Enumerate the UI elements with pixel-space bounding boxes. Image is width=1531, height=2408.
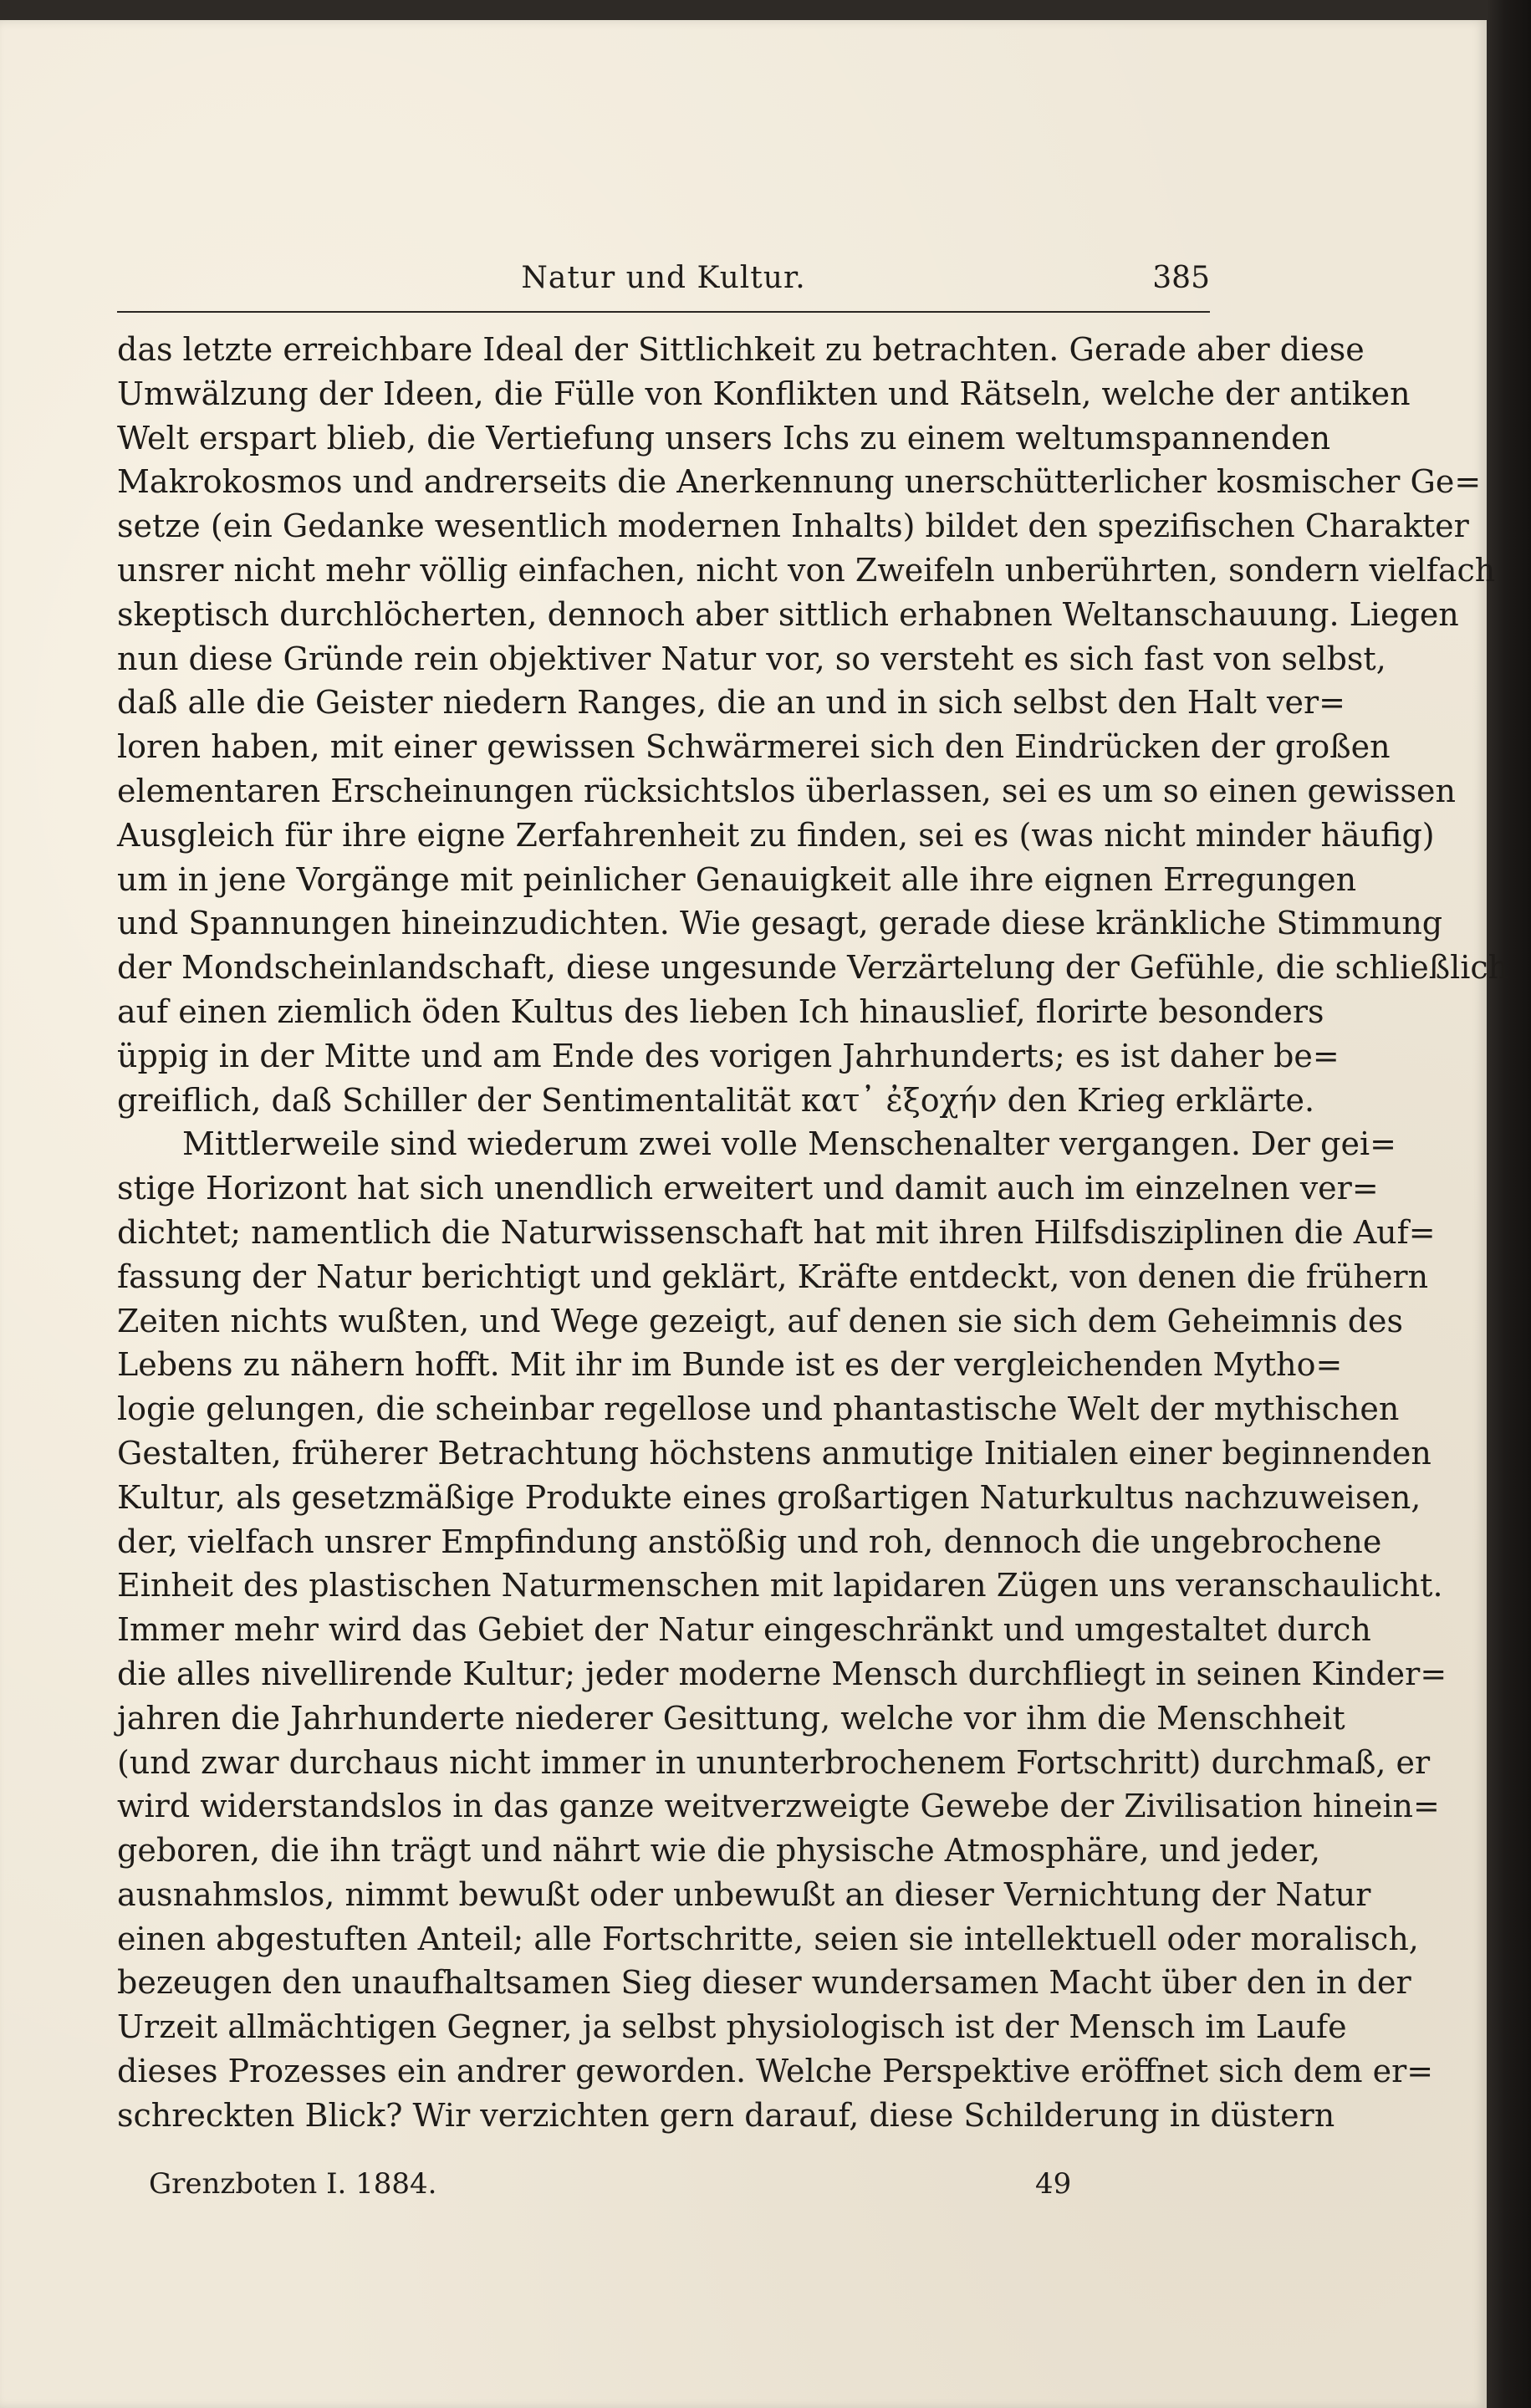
text-line: bezeugen den unaufhaltsamen Sieg dieser wundersamen Macht über den in der	[117, 1964, 1411, 2002]
running-title: Natur und Kultur.	[521, 261, 806, 295]
text-line: Gestalten, früherer Betrachtung höchstens anmutige Initialen einer beginnenden	[117, 1434, 1431, 1472]
text-line: daß alle die Geister niedern Ranges, die an und in sich selbst den Halt ver=	[117, 684, 1345, 722]
text-line: setze (ein Gedanke wesentlich modernen Inhalts) bildet den spezifischen Charakter	[117, 508, 1469, 545]
text-line: stige Horizont hat sich unendlich erweitert und damit auch im einzelnen ver=	[117, 1170, 1379, 1207]
text-line: und Spannungen hineinzudichten. Wie gesagt, gerade diese kränkliche Stimmung	[117, 905, 1443, 942]
page-number: 385	[1152, 261, 1210, 295]
text-line: Lebens zu nähern hofft. Mit ihr im Bunde ist es der vergleichenden Mytho=	[117, 1346, 1343, 1384]
text-line: Einheit des plastischen Naturmenschen mit lapidaren Zügen uns veranschaulicht.	[117, 1567, 1443, 1604]
body-text	[117, 328, 1509, 2138]
text-line: auf einen ziemlich öden Kultus des lieben Ich hinauslief, florirte besonders	[117, 992, 1324, 1030]
text-line: Immer mehr wird das Gebiet der Natur eingeschränkt und umgestaltet durch	[117, 1611, 1371, 1649]
text-line: Umwälzung der Ideen, die Fülle von Konflikten und Rätseln, welche der antiken	[117, 375, 1411, 412]
text-line: Urzeit allmächtigen Gegner, ja selbst physiologisch ist der Mensch im Laufe	[117, 2008, 1347, 2046]
paragraph-1	[117, 328, 1509, 1122]
text-line: der Mondscheinlandschaft, diese ungesunde Verzärtelung der Gefühle, die schließlich	[117, 949, 1509, 987]
text-line: das letzte erreichbare Ideal der Sittlichkeit zu betrachten. Gerade aber diese	[117, 331, 1365, 368]
text-line: greiflich, daß Schiller der Sentimentalität κατ᾽ ἐξοχήν den Krieg erklärte.	[117, 1081, 1315, 1119]
text-line: um in jene Vorgänge mit peinlicher Genauigkeit alle ihre eignen Erregungen	[117, 860, 1357, 898]
page-footer	[149, 2167, 1072, 2209]
text-line: wird widerstandslos in das ganze weitverzweigte Gewebe der Zivilisation hinein=	[117, 1788, 1440, 1825]
text-line: üppig in der Mitte und am Ende des vorigen Jahrhunderts; es ist daher be=	[117, 1037, 1340, 1074]
book-page	[0, 20, 1509, 2408]
text-line: dieses Prozesses ein andrer geworden. Welche Perspektive eröffnet sich dem er=	[117, 2053, 1434, 2090]
text-line: geboren, die ihn trägt und nährt wie die physische Atmosphäre, und jeder,	[117, 1832, 1321, 1870]
text-line: einen abgestuften Anteil; alle Fortschritte, seien sie intellektuell oder moralisch,	[117, 1920, 1419, 1957]
text-line: Makrokosmos und andrerseits die Anerkennung unerschütterlicher kosmischer Ge=	[117, 463, 1482, 501]
text-line: elementaren Erscheinungen rücksichtslos überlassen, sei es um so einen gewissen	[117, 772, 1456, 809]
text-line: Welt erspart blieb, die Vertiefung unsers Ichs zu einem weltumspannenden	[117, 419, 1331, 457]
text-line: (und zwar durchaus nicht immer in ununterbrochenem Fortschritt) durchmaß, er	[117, 1743, 1431, 1781]
text-line: logie gelungen, die scheinbar regellose und phantastische Welt der mythischen	[117, 1390, 1400, 1428]
text-line: jahren die Jahrhunderte niederer Gesittung, welche vor ihm die Menschheit	[117, 1699, 1345, 1737]
text-line: der, vielfach unsrer Empfindung anstößig und roh, dennoch die ungebrochene	[117, 1523, 1382, 1560]
text-line: dichtet; namentlich die Naturwissenschaft hat mit ihren Hilfsdisziplinen die Auf=	[117, 1213, 1436, 1251]
text-line: Kultur, als gesetzmäßige Produkte eines großartigen Naturkultus nachzuweisen,	[117, 1478, 1421, 1516]
sheet-mark: 49	[1035, 2167, 1072, 2201]
text-line: loren haben, mit einer gewissen Schwärmerei sich den Eindrücken der großen	[117, 728, 1391, 766]
paragraph-2	[117, 1122, 1447, 2137]
page-header	[117, 246, 1210, 313]
text-line: die alles nivellirende Kultur; jeder moderne Mensch durchfliegt in seinen Kinder=	[117, 1655, 1447, 1692]
text-line: Mittlerweile sind wiederum zwei volle Menschenalter vergangen. Der gei=	[182, 1125, 1396, 1163]
text-line: schreckten Blick? Wir verzichten gern darauf, diese Schilderung in düstern	[117, 2096, 1335, 2134]
text-line: nun diese Gründe rein objektiver Natur vor, so versteht es sich fast von selbst,	[117, 640, 1386, 677]
text-line: Zeiten nichts wußten, und Wege gezeigt, auf denen sie sich dem Geheimnis des	[117, 1302, 1404, 1339]
text-line: fassung der Natur berichtigt und geklärt, Kräfte entdeckt, von denen die frühern	[117, 1258, 1429, 1295]
text-line: Ausgleich für ihre eigne Zerfahrenheit zu finden, sei es (was nicht minder häufig)	[117, 816, 1435, 854]
text-line: unsrer nicht mehr völlig einfachen, nicht von Zweifeln unberührten, sondern vielfach	[117, 551, 1496, 589]
text-line: ausnahmslos, nimmt bewußt oder unbewußt an dieser Vernichtung der Natur	[117, 1875, 1371, 1913]
journal-signature: Grenzboten I. 1884.	[149, 2167, 437, 2201]
text-line: skeptisch durchlöcherten, dennoch aber sittlich erhabnen Weltanschauung. Liegen	[117, 595, 1459, 633]
